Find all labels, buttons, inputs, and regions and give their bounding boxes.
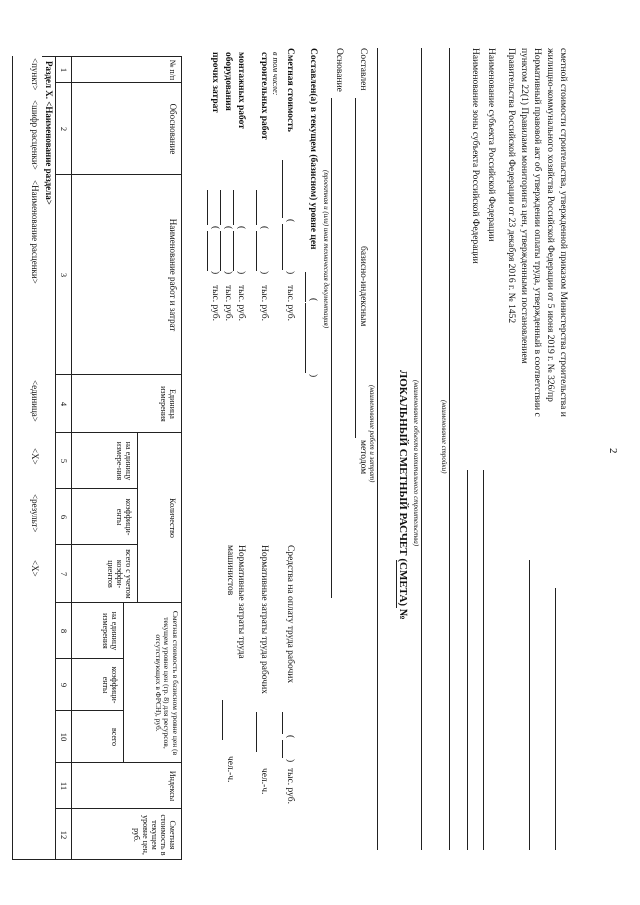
zone-label: Наименование зоны субъекта Российской Федерации [470, 48, 480, 264]
page-number: 2 [607, 448, 619, 454]
num-11: 11 [59, 781, 69, 791]
num-cell-8 [56, 602, 72, 658]
mounting-unit: тыс. руб. [236, 285, 246, 321]
header-line-3: Нормативный правовой акт об утверждении оплаты труда, утвержденный в соответствии с [532, 48, 542, 417]
paren-open-cost: ( [285, 219, 295, 223]
num-7: 7 [59, 571, 69, 577]
object-field[interactable] [421, 48, 422, 850]
col-cost-coef-text: коэффици-енты [101, 666, 119, 704]
col-cost-text: Сметная стоимость в базисном уровне цен (в текущем уровне цен (гр. 8) для ресурсов, отсутствующих в ФРСН), руб. [154, 610, 180, 756]
num-12: 12 [59, 830, 69, 840]
labor-machinists-label-2: машинистов [225, 545, 235, 596]
construction-hint: (наименование стройки) [440, 400, 448, 474]
header-line-blank-2 [529, 560, 530, 850]
num-cell-3 [56, 174, 72, 374]
paren-close-c4: ) [210, 271, 220, 275]
num-cell-10 [56, 710, 72, 762]
col-qty-coef-text: коэффици-енты [115, 498, 133, 536]
col-basis-text: Обоснование [168, 103, 178, 155]
paren-close-w: ) [285, 759, 295, 763]
cost-item-construction: строительных работ [259, 52, 269, 140]
current-level-field[interactable] [305, 272, 306, 302]
num-cell-9 [56, 658, 72, 710]
paren-open-w: ( [285, 735, 295, 739]
header-line-blank-1 [555, 588, 556, 850]
cost-base-field[interactable] [282, 224, 283, 270]
including-label: в том числе: [271, 52, 280, 96]
header-line-2: жилищно-коммунального хозяйства Российской Федерации от 5 июня 2019 г. № 326/пр [545, 48, 555, 402]
subject-field[interactable] [483, 470, 484, 850]
col-qty-total-text: всего с учетом коэффи-циентов [106, 549, 133, 599]
wages-unit: тыс. руб. [285, 768, 295, 804]
paren-close-c1: ) [259, 271, 269, 275]
header-line-5: Правительства Российской Федерации от 23 декабря 2016 г. № 1452 [506, 48, 516, 324]
object-hint: (наименование объекта капитального строительства) [412, 380, 420, 547]
header-line-1: сметной стоимости строительства, утвержденной приказом Министерства строительства и [558, 48, 568, 417]
col-header-cost-total [72, 710, 124, 762]
labor-machinists-unit: чел.-ч. [225, 756, 235, 783]
other-base-field[interactable] [207, 231, 208, 271]
num-10: 10 [59, 732, 69, 742]
num-cell-11 [56, 762, 72, 808]
construction-unit: тыс. руб. [259, 285, 269, 321]
col-num-text: № п/п [168, 59, 177, 81]
basis-field[interactable] [331, 98, 332, 598]
col-header-qty-total [72, 544, 138, 602]
base-level-field[interactable] [305, 303, 306, 373]
num-6: 6 [59, 514, 69, 520]
col-header-index [72, 762, 182, 808]
composed-label: Составлен [358, 48, 368, 91]
method-underline [355, 98, 356, 438]
col-header-qty [138, 432, 182, 602]
mounting-current-field[interactable] [233, 190, 234, 225]
other-unit: тыс. руб. [210, 285, 220, 321]
labor-workers-label: Нормативные затраты труда рабочих [259, 545, 269, 694]
estimate-title: ЛОКАЛЬНЫЙ СМЕТНЫЙ РАСЧЕТ (СМЕТА) № [397, 370, 409, 620]
paren-open-c3: ( [223, 226, 233, 230]
col-current-text: Сметная стоимость в текущем уровне цен, руб. [132, 814, 177, 856]
basis-hint: (проектная и (или) иная техническая документация) [322, 170, 330, 329]
num-cell-1 [56, 56, 72, 82]
num-cell-7 [56, 544, 72, 602]
zone-field[interactable] [467, 470, 468, 850]
row-name: <Наименование расценки> [30, 180, 40, 284]
paren-close-cost: ) [285, 271, 295, 275]
wages-base-field[interactable] [282, 740, 283, 758]
num-2: 2 [59, 126, 69, 132]
construction-field[interactable] [449, 48, 450, 850]
equipment-unit: тыс. руб. [223, 285, 233, 321]
col-header-unit [72, 374, 182, 432]
col-header-num [72, 56, 182, 82]
cost-current-field[interactable] [282, 160, 283, 218]
estimate-number-field[interactable] [396, 560, 397, 608]
num-9: 9 [59, 682, 69, 688]
col-name-text: Наименование работ и затрат [168, 218, 178, 332]
col-header-name [72, 174, 182, 374]
method-suffix: методом [358, 440, 368, 475]
works-hint: (наименование работ и затрат) [368, 385, 376, 483]
cost-label: Сметная стоимость [285, 48, 295, 132]
mounting-base-field[interactable] [233, 231, 234, 271]
cost-item-equipment: оборудования [223, 52, 233, 111]
col-header-cost [124, 602, 182, 762]
row-unit: <единица> [30, 380, 40, 422]
subject-label: Наименование субъекта Российской Федерации [486, 48, 496, 242]
col-qty-text: Количество [168, 498, 177, 538]
construction-current-field[interactable] [256, 190, 257, 225]
col-index-text: Индексы [168, 770, 177, 802]
col-header-qty-coef [72, 488, 138, 544]
paren-open-c1: ( [259, 226, 269, 230]
cost-unit: тыс. руб. [285, 285, 295, 321]
row-code: <шифр расценки> [30, 100, 40, 170]
labor-workers-field[interactable] [256, 712, 257, 752]
cost-item-mounting: монтажных работ [236, 52, 246, 129]
col-header-cost-unit [72, 602, 124, 658]
col-cost-total-text: всего [110, 727, 119, 746]
col-header-cost-coef [72, 658, 124, 710]
col-header-qty-unit [72, 432, 138, 488]
col-unit-text: Единица измерения [159, 386, 177, 422]
current-level-label: Составлен(а) в текущем (базисном) уровне цен [308, 48, 318, 250]
row-qty-unit: <X> [30, 448, 40, 465]
labor-machinists-label: Нормативные затраты труда [236, 545, 246, 659]
equipment-base-field[interactable] [220, 231, 221, 271]
col-header-basis [72, 82, 182, 174]
labor-machinists-field[interactable] [222, 700, 223, 740]
col-cost-unit-text: на единицу измерения [101, 611, 119, 651]
works-field[interactable] [377, 48, 378, 850]
row-item: <пункт> [30, 58, 40, 91]
col-qty-unit-text: на единицу измере-ния [115, 441, 133, 481]
other-current-field[interactable] [207, 190, 208, 225]
section-title: Раздел X. <Наименование раздела> [44, 61, 54, 205]
paren-close-c2: ) [236, 271, 246, 275]
basis-label: Основание [334, 48, 344, 92]
paren-open-c4: ( [210, 226, 220, 230]
header-line-4: пунктом 22(1) Правилами мониторинга цен, утвержденными постановлением [519, 48, 529, 364]
labor-workers-unit: чел.-ч. [259, 768, 269, 795]
paren-close-c3: ) [223, 271, 233, 275]
section-row [42, 56, 56, 860]
wages-label: Средства на оплату труда рабочих [285, 545, 295, 684]
construction-base-field[interactable] [256, 231, 257, 271]
num-cell-2 [56, 82, 72, 174]
method-text: базисно-индексным [358, 246, 368, 327]
cost-item-other: прочих затрат [210, 52, 220, 113]
num-cell-12 [56, 808, 72, 860]
col-header-current [72, 808, 182, 860]
num-4: 4 [59, 401, 69, 407]
num-cell-5 [56, 432, 72, 488]
num-cell-4 [56, 374, 72, 432]
num-8: 8 [59, 628, 69, 634]
num-cell-6 [56, 488, 72, 544]
paren-open-c2: ( [236, 226, 246, 230]
equipment-current-field[interactable] [220, 190, 221, 225]
paren-close-level: ) [308, 374, 318, 378]
row-qty-total: <X> [30, 560, 40, 577]
num-3: 3 [59, 272, 69, 278]
paren-open-level: ( [308, 298, 318, 302]
wages-current-field[interactable] [282, 712, 283, 734]
num-5: 5 [59, 458, 69, 464]
row-qty-coef: <результ> [30, 494, 40, 533]
num-1: 1 [59, 67, 69, 73]
